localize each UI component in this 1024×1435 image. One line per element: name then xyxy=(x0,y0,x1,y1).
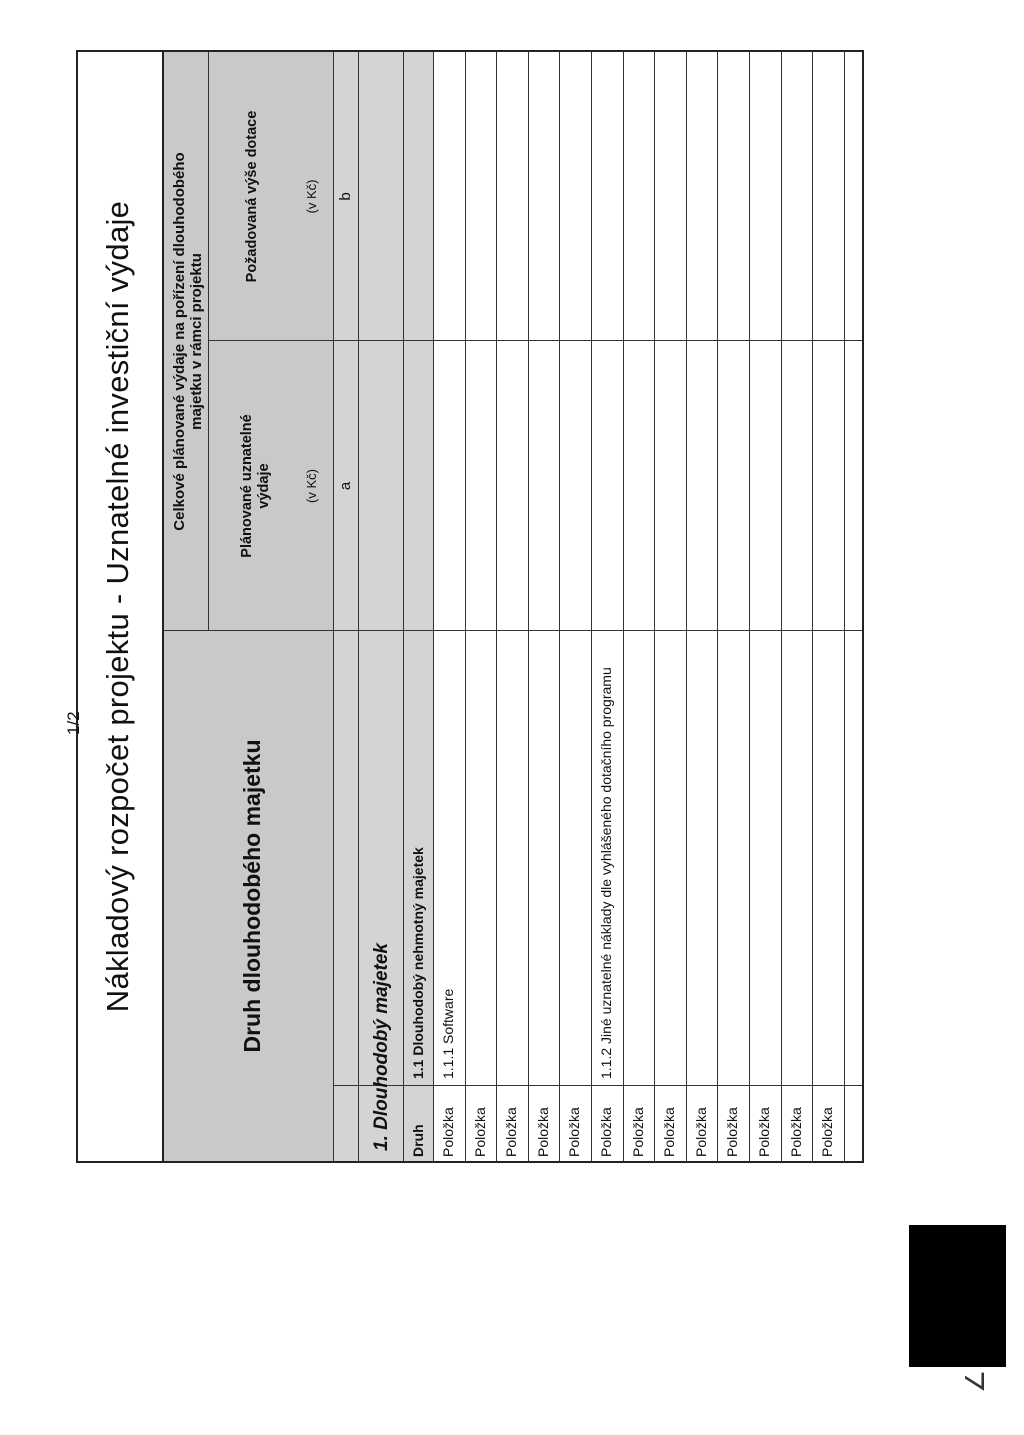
row-value-a[interactable] xyxy=(466,342,496,630)
row-label: Položka xyxy=(787,1107,804,1157)
row-value-a[interactable] xyxy=(529,342,559,630)
row-value-a[interactable] xyxy=(782,342,812,630)
col-b-header: Požadovaná výše dotace xyxy=(244,110,260,283)
col-a-unit: (v Kč) xyxy=(304,469,319,503)
row-value-b[interactable] xyxy=(560,53,590,340)
col-a-header-line1: Plánované uznatelné xyxy=(239,414,255,558)
row-value-a[interactable] xyxy=(624,342,654,630)
row-value-a[interactable] xyxy=(750,342,780,630)
row-value-b[interactable] xyxy=(624,53,654,340)
row-value-a[interactable] xyxy=(655,342,685,630)
row-label: Položka xyxy=(661,1107,678,1157)
row-value-a[interactable] xyxy=(813,342,843,630)
handwritten-mark: ∠ xyxy=(960,1369,990,1393)
row-value-a[interactable] xyxy=(560,342,590,630)
type-header: Druh dlouhodobého majetku xyxy=(239,739,265,1053)
letters-line xyxy=(358,52,359,1161)
row-value-a[interactable] xyxy=(592,342,622,630)
row-value-b[interactable] xyxy=(782,53,812,340)
row-value-b[interactable] xyxy=(466,53,496,340)
group-header-line1: Celkové plánované výdaje na pořízení dlouhodobého xyxy=(171,152,188,531)
subsection-title: 1.1 Dlouhodobý nehmotný majetek xyxy=(410,847,426,1079)
title-box xyxy=(76,50,162,1163)
row-value-b[interactable] xyxy=(718,53,748,340)
row-label: Položka xyxy=(724,1107,741,1157)
row-label: Položka xyxy=(534,1107,551,1157)
page-title: Nákladový rozpočet projektu - Uznatelné investiční výdaje xyxy=(100,200,135,1013)
redaction-block xyxy=(909,1225,1006,1367)
row-value-b[interactable] xyxy=(529,53,559,340)
group-header-line2: majetku v rámci projektu xyxy=(188,253,205,430)
row-value-b[interactable] xyxy=(434,53,464,340)
row-label: Položka xyxy=(756,1107,772,1157)
row-description[interactable]: 1.1.2 Jiné uznatelné náklady dle vyhlášeného dotačního programu xyxy=(598,667,614,1079)
header-bottom-line xyxy=(333,52,334,1161)
row-value-b[interactable] xyxy=(750,53,780,340)
budget-table xyxy=(162,50,864,1163)
row-value-a[interactable] xyxy=(497,342,527,630)
section-line xyxy=(403,52,404,1161)
row-value-b[interactable] xyxy=(655,53,685,340)
section-title: 1. Dlouhodobý majetek xyxy=(371,943,392,1151)
row-label: Položka xyxy=(692,1107,709,1157)
row-value-b[interactable] xyxy=(497,53,527,340)
header-group-line xyxy=(208,52,209,631)
row-label: Položka xyxy=(440,1107,456,1157)
row-label: Položka xyxy=(566,1107,583,1157)
row-value-a[interactable] xyxy=(434,342,464,630)
row-value-b[interactable] xyxy=(592,53,622,340)
col-b-unit: (v Kč) xyxy=(304,179,319,214)
row-value-a[interactable] xyxy=(718,342,748,630)
row-label: Položka xyxy=(819,1107,836,1157)
page-number: 1/2 xyxy=(64,711,83,735)
row-divider xyxy=(844,52,845,1161)
row-label: Položka xyxy=(471,1107,488,1157)
row-value-a[interactable] xyxy=(687,342,717,630)
row-label: Položka xyxy=(503,1107,520,1157)
col-b-letter: b xyxy=(337,192,354,201)
subsection-code: Druh xyxy=(410,1124,426,1157)
col-line-1 xyxy=(333,1085,862,1086)
col-a-letter: a xyxy=(337,481,354,491)
row-description[interactable]: 1.1.1 Software xyxy=(440,988,456,1079)
row-label: Položka xyxy=(629,1107,646,1157)
col-a-header-line2: výdaje xyxy=(256,463,272,509)
row-label: Položka xyxy=(598,1107,614,1157)
row-value-b[interactable] xyxy=(813,53,843,340)
row-value-b[interactable] xyxy=(687,53,717,340)
